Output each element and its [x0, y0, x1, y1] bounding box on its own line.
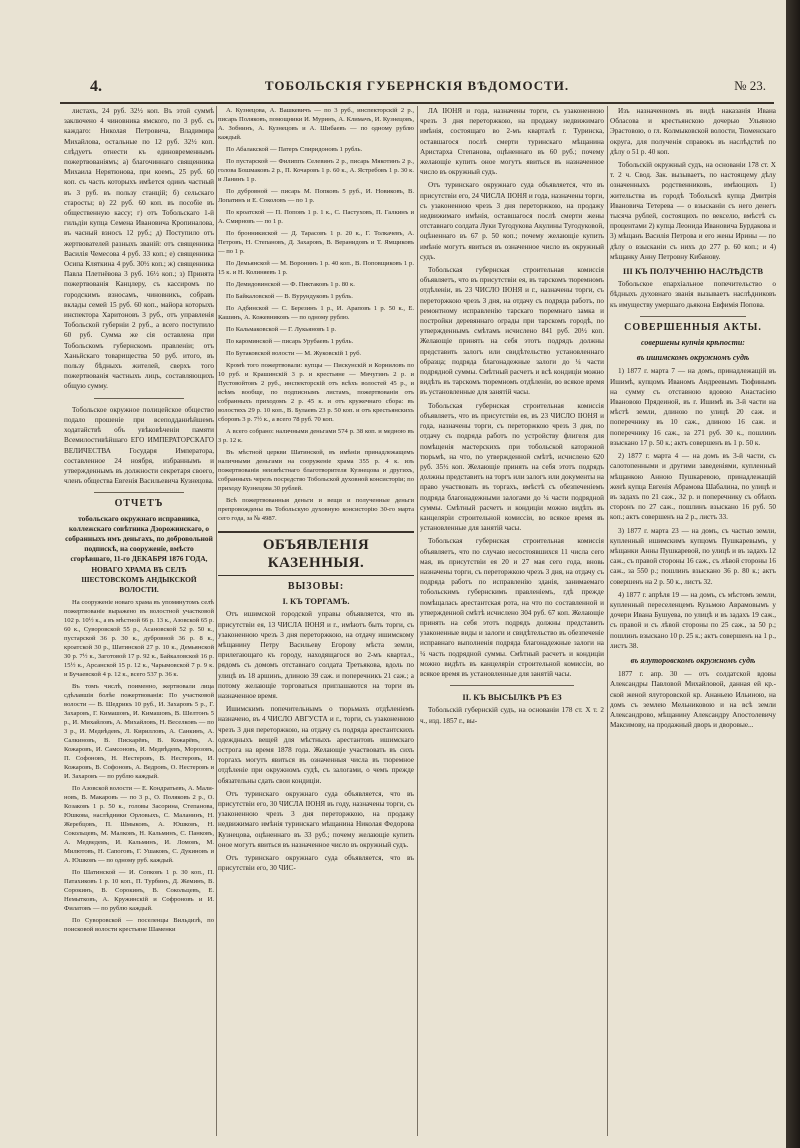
text-paragraph: А всего собрано: наличными деньгами 574 р. 38 коп. и медною въ 3 р. 12 к.	[218, 428, 414, 444]
column-4	[610, 106, 776, 1136]
text-paragraph: По дубровной — писарь М. Попковъ 5 руб., И. Новиковъ, В. Лопатинъ и Е. Соколовъ — по 1 р.	[218, 188, 414, 204]
text-paragraph: Тобольская губернская строительная комиссія объявляетъ, что въ присутствіи ея, въ 23 ЧИСЛО ІЮНЯ и года, назначены торги, съ переторжкою чрезъ 3 дня, по отдачу съ подряда работъ по устройству флигеля для помѣщенія мастерскихъ при тобольской каторжной тюрьмѣ, на что, по утвержденной смѣтѣ, исчислено 620 руб. 35½ коп. Желающіе принять на себя этотъ подрядъ должны представить на торгъ или залогъ или документы на право участвовать въ торгахъ, вмѣстѣ съ обезпеченіемъ подряда благонадежными залогами до ¼ части подрядной суммы. Смѣтный расчетъ и кондиціи можно видѣть въ канцеляріи строительной комиссіи, во всякое время въ установленные для занятій часы.	[420, 401, 604, 533]
text-paragraph: Отъ туринскаго окружнаго суда объявляется, что въ присутствіи его, 24 ЧИСЛА ІЮНЯ и года, назначены торги, съ узаконенною чрезъ 3 дня переторжкою, на продажу недвижимаго имѣнія, оставшагося послѣ смерти жены отставнаго солдата Луки Тугодукова Акулины Тугодуковой, оцѣненнаго въ 67 р. 50 коп.; почему желающіе купить имѣніе могутъ явиться въ означенное число въ окружный судъ.	[420, 181, 604, 261]
text-paragraph: По Демьянской — М. Воронинъ 1 р. 40 коп., В. Поповщиковъ 1 р. 15 к. и Н. Колиняевъ 1 р.	[218, 260, 414, 276]
text-paragraph: Отъ туринскаго окружнаго суда объявляется, что въ присутствіи его, 30 ЧИС-	[218, 854, 414, 873]
separator	[94, 398, 184, 399]
subsection-heading: I. КЪ ТОРГАМЪ.	[282, 596, 350, 607]
text-paragraph: По бронникиской — Д. Тарасовъ 1 р. 20 к., Г. Толкачевъ, А. Петровъ, Н. Степановъ, Д. Захаровъ, В. Веранидовъ и Т. Ямщиковъ — по 1 р.	[218, 230, 414, 255]
text-paragraph: Тобольскій губернскій судъ, на основаніи 178 ст. Х т. 2 ч., изд. 1857 г., вы-	[420, 706, 604, 725]
text-paragraph: По кароминской — писарь Урубаевъ 1 рубль.	[226, 338, 354, 345]
column-divider	[216, 106, 217, 1136]
text-paragraph: Тобольское окружное полицейское общество подало прошеніе при всеподданнѣйшемъ ходатайствѣ объ увѣковѣченіи памяти Всемилостивѣйшаго ЕГО ИМПЕРАТОРСКАГО ВЕЛИЧЕСТВА Государя Императора, составленное 24 ноября, избраннымъ и утвержденнымъ въ должности секретаря своего, членъ общества Евгенія Васильевича Кузнецова.	[64, 405, 214, 486]
text-paragraph: Въ мѣстной церкви Шатинской, въ имѣніи принадлежащемъ наличными деньгами на сооруженіе храма 355 р. 4 к. изъ пожертвованія неизвѣстнаго благотворителя Кузнецова и другихъ, собранныхъ черезъ посредство Тобольской духовной консисторіи; по приходу Кузнецова 30 рублей.	[218, 449, 414, 492]
text-paragraph: А. Кузнецова, А. Вашкевичъ — по 3 руб., инспекторскій 2 р., писарь Поляковъ, помощники И. Муринъ, А. Климачъ, И. Кузнецовъ, А. Зобнинъ, А. Кузнецовъ и А. Шибаевъ — по одному рублю каждый.	[218, 107, 414, 141]
column-1	[64, 106, 214, 1136]
court-heading: въ ишимскомъ окружномъ судѣ	[636, 353, 750, 363]
page-number: 4.	[90, 78, 102, 95]
text-paragraph: 2) 1877 г. марта 4 — на домъ въ 3-й части, съ салотопенными и другими заведеніями, купленный мѣщанкою Анною Пушкаревою, принадлежащій женѣ купца Евгенія Абрамова Шабалина, по улицѣ и въ задахъ по 21 саж., 32 р. и поперечнику съ обѣихъ сторонъ по 27 саж., пошлинъ взыскано 16 руб. 50 коп.; актъ совершенъ на 2 р., листъ 33.	[610, 452, 776, 522]
subsection-heading: совершены купчія крѣпости:	[641, 338, 745, 348]
text-paragraph: листахъ, 24 руб. 32½ коп. Въ этой суммѣ заключено 4 чиновника ямского, по 3 руб. съ каждаго: Николая Петровича, Владимира Михайлова, остальные по 12 руб. 32½ коп. слѣдуетъ отнести къ единовременнымъ пожертвованіямъ; а) благочиннаго священника Михаила Нерятюнова, при коемъ, 25 руб. 60 коп. съ часть которыхъ имѣется одинъ частный въ 3 руб. въ пользу станцій; б) сельскаго старосты; в) 22 руб. 60 коп. въ пособіе въ общественную кассу; г) отъ Тобольскаго 1-й гильдіи купца Семена Ивановича Кропиналова, въ часный взносъ 12 руб.; д) Поступило отъ жертвователей разныхъ званій: отъ священника Василія Чемесова 4 руб. 33 коп.; е) священника Осипа Кляткина 4 руб. 30½ коп.; ж) священника Павла Плетнёвова 3 руб. 16½ коп.; з) Принята пожертвованія Канцлеру, съ кассиромъ по городскимъ взносамъ, чиновникъ, собравъ вклады семей 15 руб. 60 коп., майора которыхъ инспектора Харитоновъ 3 руб., отъ управленія Тобольской губерніи 2 руб., а всего поступило 60 руб. Сумма же сія оставлена при Тобольскомъ губернскомъ правленіи; отъ Ханьйскаго товарищества 50 руб. итого, въ пользу бѣдныхъ жителей, сверхъ того пожертвованія частныхъ лицъ, составляющихъ общую сумму.	[64, 107, 214, 391]
column-2	[218, 106, 414, 1136]
text-paragraph: По Суворовской — поселенцы Вильдизѣ, по поисковой волости крестьяне Шаменки	[64, 917, 214, 934]
text-paragraph: По Байкаловской — В. Вурундуковъ 1 рубль.	[226, 293, 353, 300]
text-paragraph: Въ томъ числѣ, поименно, жертвовали лица сдѣлавшія болѣе пожертвованія: По участковой волости — В. Шедрикъ 10 руб., И. Захаровъ 5 р., Г. Захаровъ, Г. Кимашовъ, И. Кимашовъ, В. Шелтонъ 5 р., И. Михайловъ, А. Михайловъ, Н. Веселковъ — по 3 р., И. Медвѣдевъ, Л. Кирилловъ, А. Санкинъ, А. Салкиновъ, В. Пискарёвъ, В. Кожарёвъ, А. Кожаровъ, И. Самсоновъ, И. Медвѣдевъ, Морозовъ, П. Софоновъ, Н. Нестеровъ, В. Нестеровъ, И. Кожаровъ, В. Софоновъ, А. Ведровъ, О. Нестеровъ и И. Захаровъ — по рублю каждый.	[64, 683, 214, 781]
text-paragraph: Тобольская губернская строительная комиссія объявляетъ, что по случаю несостоявшихся 11 числа сего мая, въ присутствіи ея 20 и 27 мая сего года, вновь назначены торги, съ переторжкою чрезъ 3 дня, на отдачу съ подряда работъ по исправленію зданія, занимаемаго тобольскимъ губернскимъ правленіемъ, гдѣ прежде помѣщалась арестантская рота, на что по составленной и утвержденной смѣтѣ исчислено 304 руб. 67 коп. Желающіе принять на себя этотъ подрядъ должны представить узаконенные виды и залоги и свидѣтельство въ обезпеченіе исправнаго выполненія подряда благонадежные залоги на ¼ часть подрядной суммы. Смѣтный расчетъ и кондиціи можно видѣть въ канцеляріи строительной комиссіи, во всякое время въ установленные для занятій часы.	[420, 537, 604, 678]
text-paragraph: По Кальмаковской — Г. Лукьяновъ 1 р.	[226, 326, 337, 333]
subsection-heading: II. КЪ ВЫСЫЛКѢ РѢ ЕЗ	[462, 692, 562, 703]
report-subheading: тобольскаго окружнаго исправника, коллежскаго совѣтника Дзорожинскаго, о собранныхъ имъ деньгахъ, по добровольной подпискѣ, на сооруженіе, вмѣсто сгорѣвшаго, 11-го ДЕКАБРЯ 1876 ГОДА, НОВАГО ХРАМА ВЪ СЕЛѢ ШЕСТОВСКОМЪ АНДЫКСКОЙ ВОЛОСТИ.	[65, 513, 213, 594]
text-paragraph: ЛА ІЮНЯ и года, назначены торги, съ узаконенною чрезъ 3 дня переторжкою, на продажу недвижимаго имѣнія, состоящаго во 2-мъ кварталѣ г. Туринска, оставшагося послѣ смерти туринскаго мѣщанина Аристарха Степанова, оцѣненнаго въ 60 руб.; почему желающіе купить оное могутъ явиться въ назначенное число въ окружный судъ.	[420, 107, 604, 177]
separator	[94, 492, 184, 493]
text-paragraph: По пустарской — Филиппъ Селевинъ 2 р., писарь Мякотинъ 2 р., голова Бошмаковъ 2 р., П. Кочаровъ 1 р. 60 к., А. Ястребовъ 1 р. 30 к. и Ланинъ 1 р.	[218, 158, 414, 183]
text-paragraph: Кромѣ того пожертвовали: купцы — Пискунскій и Корниловъ по 10 руб. и Крашинскій 3 р. и крестьяне — Мячугинъ 2 р. и Пустовойтовъ 2 руб., инспекторскій отъ всѣхъ волостей 45 р., и всѣмъ вообще, по подписнымъ листамъ, пожертвованія отъ собранныхъ приходомъ 2 р. 45 к. и отъ кружечнаго сбора: въ волостяхъ 29 р. 10 коп., В. Булаевъ 23 р. 50 коп. и отъ крестьянскихъ сборовъ 3 р. 7½ к., а всего 78 руб. 70 коп.	[218, 362, 414, 423]
text-paragraph: 1877 г. апр. 30 — отъ солдатской вдовы Александры Павловой Михайловой, данная ей кр.-ской женой ялуторовской кр. Ананьею Ильиною, на домъ съ землею Мельниковою и на всѣ земли Александрово, мѣщанину Александру Апостолевичу Максимову, на продажный дворъ и дворовые...	[610, 670, 776, 730]
column-divider	[417, 106, 418, 1136]
book-spine	[786, 0, 800, 1148]
subsection-heading: ВЫЗОВЫ:	[287, 581, 345, 592]
text-paragraph: На сооруженіе новаго храма въ упомянутомъ селѣ пожертвованіе выражено въ волостной участковой 102 р. 10½ к., а въ мѣстной 66 р. 13 к., Азовской 65 р. 60 к., Суворовской 55 р., Асановской 52 р. 50 к., пустарской 36 р. 30 к., дубровной 36 р. 8 к., кроатской 30 р., Шатинской 27 р. 10 к., Демьянской 30 р. 7½ к., Заготовой 17 р. 92 к., Байкаловской 16 р. 15½ к., Арсанской 15 р. 12 к., Чарымовской 7 р. 9 к. и Бучаевской 4 р. 12 к., всего 537 р. 36 к.	[64, 599, 214, 679]
column-3	[420, 106, 604, 1136]
court-heading: въ ялуторовскомъ окружномъ судѣ	[630, 655, 756, 665]
text-paragraph: По Азовской волости — Е. Кондратьевъ, А. Малиновъ, В. Макаровъ — по 3 р., О. Поляковъ 2 р., О. Козаковъ 1 р. 50 к., головы Засорина, Степанова, Юшкова, наслѣдники Орловыхъ, С. Маланинъ, Н. Жеребцовъ, П. Шмыковъ, А. Юшковъ, Н. Сокольцевъ, М. Малковъ, Н. Кальминъ, С. Панковъ, А. Медведевъ, И. Кальминъ, И. Ломовъ, М. Милютовъ, Н. Сапоговъ, Г. Ушаковъ, С. Дукиновъ и А. Юшковъ — по одному руб. каждый.	[64, 785, 214, 865]
report-heading: ОТЧЕТЪ	[114, 498, 164, 510]
text-paragraph: По Шатинской — И. Сопковъ 1 р. 30 коп., П. Патахиковъ 1 р. 10 коп., П. Турбинъ, Д. Жеминъ, В. Сорокинъ, В. Сорокинъ, В. Сокольцевъ, Е. Немытковъ, А. Кружинскій и Софроновъ и И. Филатовъ — по рублю каждый.	[64, 869, 214, 913]
text-paragraph: 4) 1877 г. апрѣля 19 — на домъ, съ мѣстомъ земли, купленный переселенцемъ Кузьмою Аврамовымъ у дочери Ивана Бушуева, по улицѣ и въ задахъ 19 саж., съ правой и съ лѣвой стороны по 25 саж., за 50 р.; пошлинъ взыскано 10 р. 25 к.; актъ совершенъ на 1 р., листъ 38.	[610, 590, 776, 650]
text-paragraph: По Абалакской — Патеръ Спиридоновъ 1 рубль.	[226, 146, 363, 153]
text-paragraph: Ишимскимъ попечительнымъ о тюрьмахъ отдѣленіемъ назначено, въ 4 ЧИСЛО АВГУСТА и г., торги, съ узаконенною чрезъ 3 дня переторжкою, на отдачу съ подряда арестантскихъ одеждныхъ вещей для мѣстныхъ арестантовъ ишимскаго острога на время 1878 года. Желающіе участвовать въ сихъ торгахъ могутъ явиться въ означенныя числа въ тюремное отдѣленіе при окружномъ судѣ, съ залогами, о чемъ прежде обязательны сдать свои кондиціи.	[218, 705, 414, 785]
subsection-heading: III КЪ ПОЛУЧЕНІЮ НАСЛѢДСТВ	[622, 266, 764, 277]
page-header	[60, 66, 774, 104]
text-paragraph: По Демидовинской — Ф. Пиктаковъ 1 р. 80 к.	[226, 281, 355, 288]
newspaper-title: ТОБОЛЬСКІЯ ГУБЕРНСКІЯ ВѢДОМОСТИ.	[264, 78, 570, 93]
text-paragraph: Тобольское епархіальное попечительство о бѣдныхъ духовнаго званія вызываетъ наслѣдниковъ къ имуществу умершаго дьякона Евфимія Попова.	[610, 280, 776, 309]
text-paragraph: Тобольскій окружный судъ, на основаніи 178 ст. Х т. 2 ч. Свод. Зак. вызываетъ, по настоящему дѣлу означенныхъ родственниковъ, имѣющихъ 1) жительства въ городѣ Тобольскѣ купца Дмитрія Ивановича Тетерева — о взысканіи съ него денегъ тысяча рублей, состоящихъ по векселю, вмѣстѣ съ процентами 2) купца Леонида Ивановича Бурдакова и 3) мѣщанъ Василія Петрова и его жены Ирины — по дѣлу о взысканіи съ нихъ до 277 р. 60 коп.; и 4) мѣщанку Анну Петровну Кибанову.	[610, 161, 776, 261]
separator	[450, 685, 574, 686]
section-heading-acts: СОВЕРШЕННЫЯ АКТЫ.	[624, 321, 762, 333]
issue-number: № 23.	[734, 78, 766, 93]
text-paragraph: Отъ ишимской городской управы объявляется, что въ присутствіи ея, 13 ЧИСЛА ІЮНЯ и г., имѣютъ быть торги, съ узаконенною чрезъ 3 дня переторжкою, на отдачу ишимскому мѣщанину Петру Васильеву Егорову мѣста земли, прилегающаго къ городу, находящагося во 2-мъ квартал., рядомъ съ домомъ отставнаго солдата Третьякова, вдоль по улицѣ въ 18 аршинъ, длиною 39 саж. и поперечникъ 21 саж.; а потому желающіе торговаться приглашаются на торги въ назначенное время.	[218, 610, 414, 701]
section-heading-official: ОБЪЯВЛЕНІЯ КАЗЕННЫЯ.	[218, 531, 414, 576]
text-paragraph: Тобольская губернская строительная комиссія объявляетъ, что въ присутствіи ея, въ тарскомъ тюремномъ отдѣленіи, въ 23 ЧИСЛО ІЮНЯ и г., назначены торги, съ переторжкою чрезъ 3 дня, на отдачу съ подряда работъ, по ремонтному исправленію тарскаго тюремнаго замка и постройки деревяннаго ограды при тарскомъ городѣ, по утвержденнымъ смѣтамъ исчислено 841 руб. 20½ коп. Желающіе принять на себя этотъ подрядъ должны представить залогъ или свидѣтельство установленнаго образца; подряда благонадежные залоги до ¼ части подрядной суммы. Смѣтный расчетъ и всѣ кондиціи можно видѣть въ тарскомъ тюремномъ отдѣленіи, во всякое время въ установленные для занятій часы.	[420, 266, 604, 397]
separator	[640, 316, 746, 317]
column-divider	[607, 106, 608, 1136]
text-paragraph: 3) 1877 г. марта 23 — на домъ, съ частью земли, купленный ишимскимъ купцомъ Пушкаревымъ, у мѣщанки Анны Пушкаревой, по улицѣ и въ задахъ 12 саж., съ правой стороны 16 саж., съ лѣвой стороны 16 саж., за 550 р.; пошлинъ взыскано 36 р. 80 к.; актъ совершенъ на 2 р. 50 к., листъ 32.	[610, 526, 776, 586]
text-paragraph: Всѣ пожертвованныя деньги и вещи и полученные деньги препровождены въ Тобольскую духовную консисторію 30-го марта сего года, за № 4987.	[218, 497, 414, 522]
text-paragraph: Изъ назначенномъ въ видѣ наказанія Ивана Обласова и крестьянскою дочерью Ульяною Эрастовою, о гл. Колмыковской волости, Тюменскаго округа, для полученія справокъ въ наслѣдствѣ по дѣлу о 51 р. 40 коп.	[610, 107, 776, 156]
text-paragraph: По Бутаковской волости — М. Жуковскій 1 руб.	[226, 350, 362, 357]
text-paragraph: Отъ туринскаго окружнаго суда объявляется, что въ присутствіи его, 30 ЧИСЛА ІЮНЯ въ году, назначены торги, съ узаконенною чрезъ 3 дня переторжкою, на продажу недвижимаго имѣнія туринскаго мѣщанина Николая Федорова Кузнецова, оцѣненнаго въ 33 руб.; почему желающіе купить оное могутъ явиться въ назначенное число въ окружный судъ.	[218, 789, 414, 849]
text-paragraph: По Адбинской — С. Березинъ 1 р., И. Араповъ 1 р. 50 к., Е. Кашинъ, А. Кожевниковъ — по одному рублю.	[218, 305, 414, 321]
text-paragraph: 1) 1877 г. марта 7 — на домъ, принадлежащій въ Ишимѣ, купцомъ Иваномъ Андреевымъ Тюфинымъ на сумму съ отставною вдовою Анастасіею Ивановою Прядеиной, въ г. Ишимѣ въ 3-й части на мѣстѣ земли, длиною по улицѣ 20 саж. и поперечнику въ 10 саж., длиною 16 саж. и поперечнику 16 саж., за 271 руб. 30 к., пошлинъ взыскано 17 р. 50 к.; актъ совершенъ въ 1 р. 50 к.	[610, 367, 776, 447]
text-paragraph: По кроатской — П. Поповъ 1 р. 1 к., С. Пастуховъ, П. Галкинъ и А. Смирновъ — по 1 р.	[218, 209, 414, 225]
